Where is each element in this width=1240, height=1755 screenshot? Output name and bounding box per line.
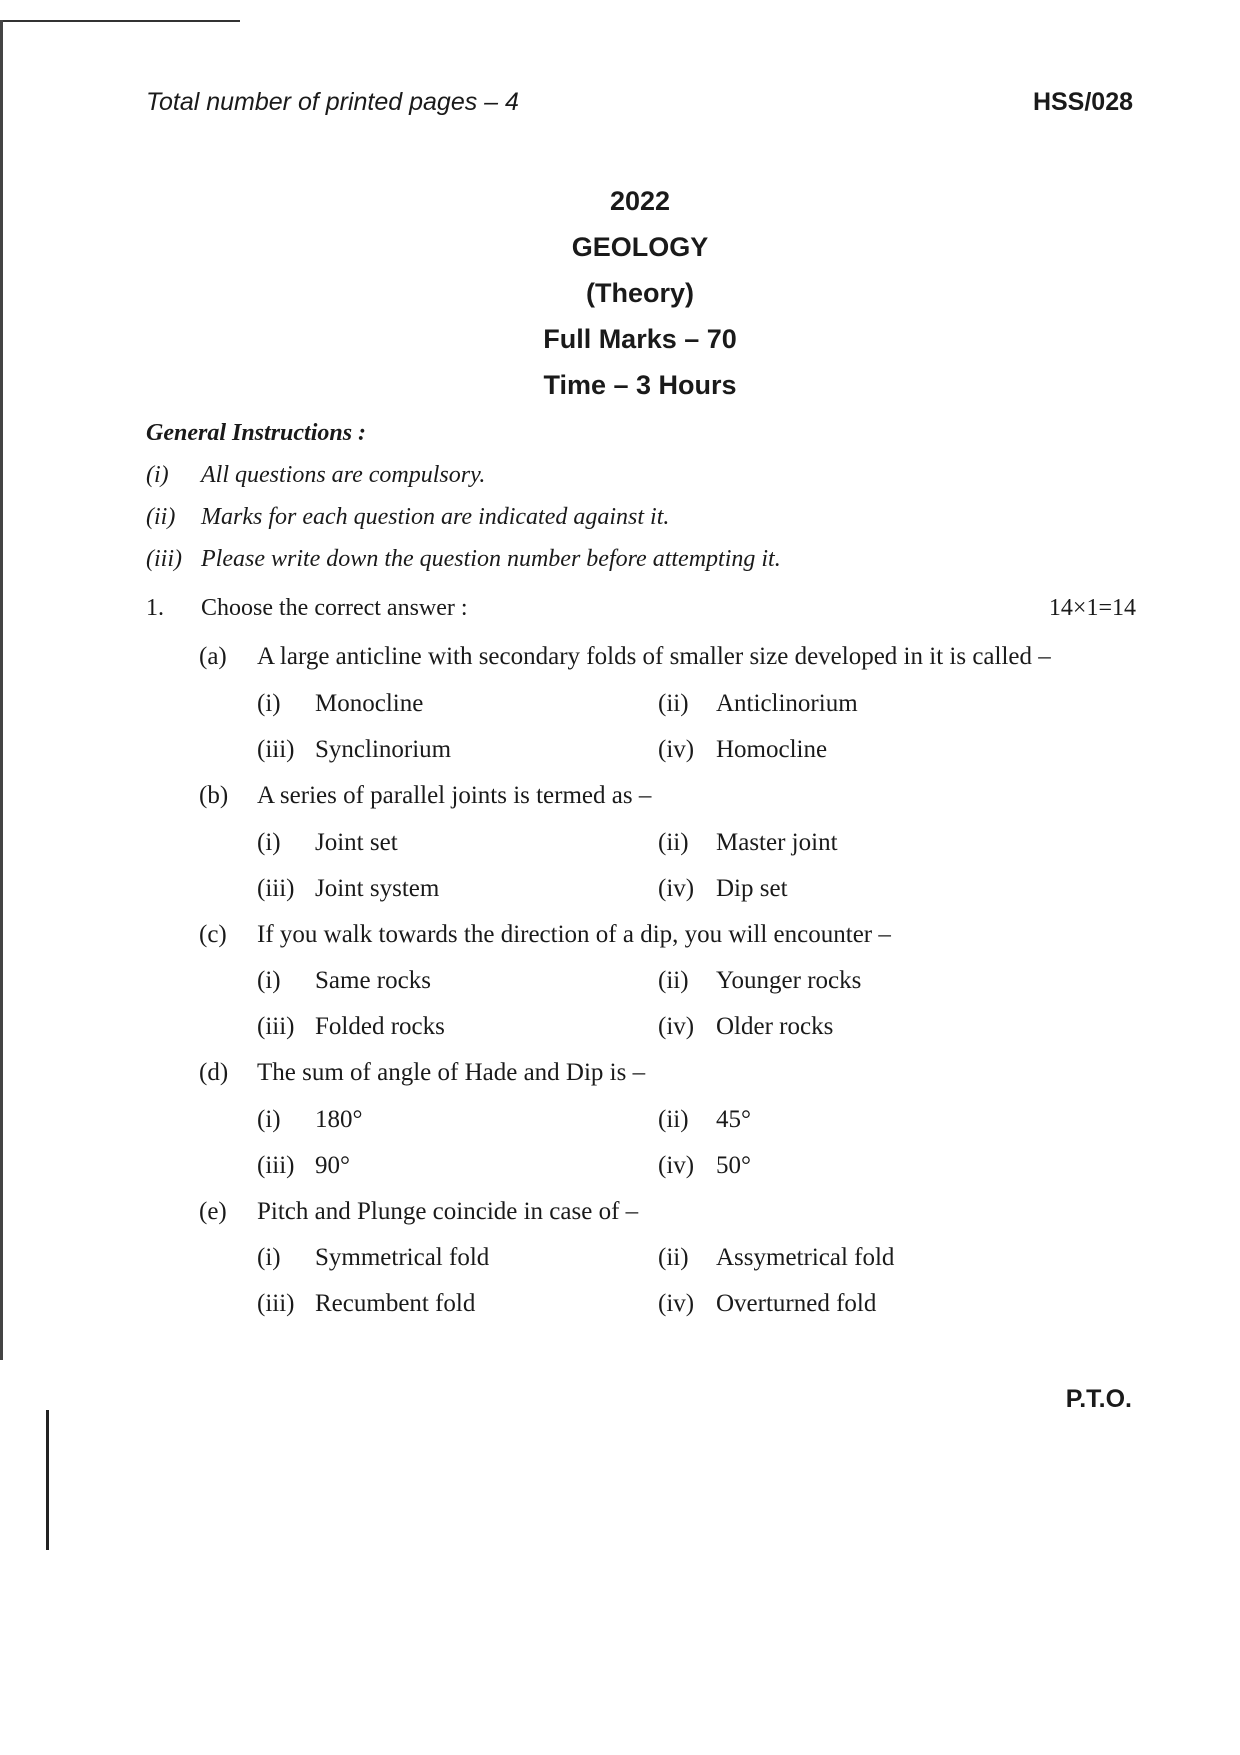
question-number: 1. xyxy=(146,595,164,621)
option-text: Younger rocks xyxy=(716,967,862,994)
question-marks: 14×1=14 xyxy=(1048,595,1136,621)
option xyxy=(257,1106,363,1134)
sub-question-text: The sum of angle of Hade and Dip is – xyxy=(257,1059,646,1086)
option-number: (iii) xyxy=(257,1152,295,1179)
instruction-text: All questions are compulsory. xyxy=(201,462,486,488)
sub-question-text: Pitch and Plunge coincide in case of – xyxy=(257,1198,639,1225)
paper-code: HSS/028 xyxy=(1032,88,1133,116)
option-number: (iii) xyxy=(257,1290,295,1317)
option xyxy=(658,1013,833,1041)
exam-paper-type: (Theory) xyxy=(586,278,694,308)
option-text: 50° xyxy=(716,1152,751,1179)
sub-question-label: (d) xyxy=(199,1059,229,1086)
option xyxy=(257,829,398,857)
sub-question-label: (a) xyxy=(199,643,227,670)
option-number: (iv) xyxy=(658,1152,695,1179)
option xyxy=(257,1013,445,1041)
sub-question-label: (c) xyxy=(199,921,227,948)
option-number: (iii) xyxy=(257,875,295,902)
option-text: Symmetrical fold xyxy=(315,1244,490,1271)
option-text: Homocline xyxy=(716,736,828,763)
option-number: (i) xyxy=(257,690,281,717)
option-text: 45° xyxy=(716,1106,751,1133)
printed-pages-note: Total number of printed pages – 4 xyxy=(146,88,519,116)
option xyxy=(658,1244,894,1272)
instruction-number: (i) xyxy=(146,462,169,488)
instruction-number: (iii) xyxy=(146,546,182,572)
option-text: 90° xyxy=(315,1152,350,1179)
sub-question-b xyxy=(199,782,651,810)
option xyxy=(658,736,827,764)
option-text: Master joint xyxy=(716,829,838,856)
option xyxy=(257,1244,489,1272)
scan-border-line xyxy=(0,20,240,22)
sub-question-label: (e) xyxy=(199,1198,227,1225)
instruction-item xyxy=(146,504,669,531)
sub-question-e xyxy=(199,1198,638,1226)
option xyxy=(658,967,861,995)
full-marks: Full Marks – 70 xyxy=(543,324,737,354)
option-text: Overturned fold xyxy=(716,1290,877,1317)
instruction-text: Marks for each question are indicated against it. xyxy=(201,504,670,530)
sub-question-a xyxy=(199,643,1051,671)
exam-year: 2022 xyxy=(609,186,671,216)
option xyxy=(658,1106,751,1134)
option-number: (ii) xyxy=(658,690,689,717)
option-number: (ii) xyxy=(658,829,689,856)
option-text: Monocline xyxy=(315,690,424,717)
option xyxy=(257,1290,475,1318)
option-text: Older rocks xyxy=(716,1013,834,1040)
option-number: (iii) xyxy=(257,736,295,763)
option-text: Same rocks xyxy=(315,967,431,994)
option-number: (iv) xyxy=(658,1013,695,1040)
option xyxy=(257,736,451,764)
exam-time: Time – 3 Hours xyxy=(543,370,737,400)
sub-question-text: If you walk towards the direction of a dip, you will encounter – xyxy=(257,921,891,948)
option xyxy=(257,875,439,903)
instruction-text: Please write down the question number before attempting it. xyxy=(201,546,781,572)
option-text: Joint system xyxy=(315,875,440,902)
sub-question-c xyxy=(199,921,891,949)
option xyxy=(658,690,858,718)
sub-question-text: A series of parallel joints is termed as – xyxy=(257,782,652,809)
instruction-item xyxy=(146,546,781,573)
option-number: (iii) xyxy=(257,1013,295,1040)
question-1 xyxy=(146,595,1136,622)
option xyxy=(658,1290,876,1318)
option xyxy=(257,967,431,995)
exam-subject: GEOLOGY xyxy=(571,232,709,262)
option-text: Synclinorium xyxy=(315,736,452,763)
instruction-item xyxy=(146,462,485,489)
scan-mark xyxy=(46,1410,49,1550)
option-number: (iv) xyxy=(658,875,695,902)
option-number: (i) xyxy=(257,1106,281,1133)
sub-question-d xyxy=(199,1059,645,1087)
sub-question-text: A large anticline with secondary folds of smaller size developed in it is called – xyxy=(257,643,1051,670)
option-text: Joint set xyxy=(315,829,398,856)
option-number: (ii) xyxy=(658,967,689,994)
option-text: Folded rocks xyxy=(315,1013,445,1040)
option-number: (iv) xyxy=(658,736,695,763)
option-text: Anticlinorium xyxy=(716,690,858,717)
option-number: (i) xyxy=(257,829,281,856)
option-number: (i) xyxy=(257,1244,281,1271)
option xyxy=(658,1152,751,1180)
option xyxy=(658,829,838,857)
option-number: (ii) xyxy=(658,1244,689,1271)
option-number: (ii) xyxy=(658,1106,689,1133)
please-turn-over: P.T.O. xyxy=(1065,1385,1132,1413)
title-block xyxy=(490,178,790,408)
option-text: Recumbent fold xyxy=(315,1290,476,1317)
option-number: (iv) xyxy=(658,1290,695,1317)
option-number: (i) xyxy=(257,967,281,994)
instruction-number: (ii) xyxy=(146,504,176,530)
question-text: Choose the correct answer : xyxy=(201,595,468,621)
option xyxy=(257,1152,350,1180)
option-text: 180° xyxy=(315,1106,363,1133)
option-text: Assymetrical fold xyxy=(716,1244,895,1271)
instructions-heading: General Instructions : xyxy=(146,420,367,446)
sub-question-label: (b) xyxy=(199,782,229,809)
scan-edge xyxy=(0,20,3,1360)
option xyxy=(658,875,788,903)
option xyxy=(257,690,423,718)
option-text: Dip set xyxy=(716,875,788,902)
